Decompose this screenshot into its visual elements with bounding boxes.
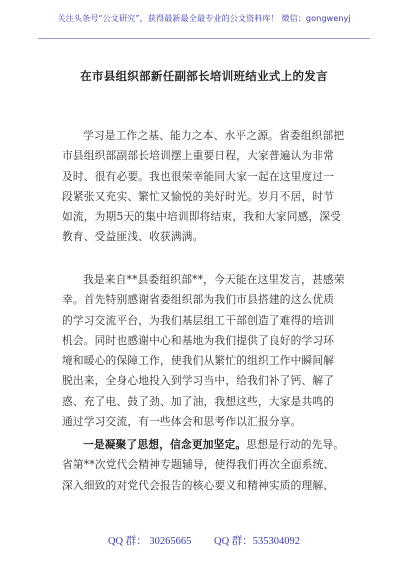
paragraph-1 <box>62 126 350 248</box>
paragraph-line: 段紧张又充实、繁忙又愉悦的美好时光。岁月不居，时节 <box>62 189 335 203</box>
document-title: 在市县组织部新任副部长培训班结业式上的发言 <box>80 69 328 83</box>
paragraph-lead: 一是凝聚了思想，信念更加坚定。 <box>83 438 247 451</box>
paragraph-line: 脱出来，全身心地投入到学习当中，给我们补了钙、解了 <box>62 374 335 388</box>
paragraph-3 <box>62 435 350 496</box>
paragraph-line: 如流，为期5天的集中培训即将结束，我和大家同感，深受 <box>62 210 342 224</box>
paragraph-line: 通过学习交流，有一些体会和思考作以汇报分享。 <box>62 415 302 429</box>
paragraph-line: 深入细致的对党代会报告的核心要义和精神实质的理解、 <box>62 478 335 492</box>
paragraph-line: 的学习交流平台，为我们基层组工干部创造了难得的培训 <box>62 313 335 327</box>
paragraph-line: 机会。同时也感谢中心和基地为我们提供了良好的学习环 <box>62 333 335 347</box>
header-notice: 关注头条号“公文研究”，获得最新最全最专业的公文资料库！ 微信：gongwenyj <box>57 13 351 23</box>
paragraph-line: 教育、受益匪浅、收获满满。 <box>62 230 204 244</box>
paragraph-lead-rest: 思想是行动的先导。 <box>246 438 345 451</box>
paragraph-line: 学习是工作之基、能力之本、水平之源。省委组织部把 <box>83 129 345 142</box>
paragraph-line: 境和暖心的保障工作，使我们从繁忙的组织工作中瞬间解 <box>62 354 335 368</box>
footer-qq-group-1: QQ 群： 30265665 <box>107 536 192 547</box>
paragraph-line: 市县组织部副部长培训摆上重要日程，大家普遍认为非常 <box>62 149 335 163</box>
paragraph-line: 惑、充了电、鼓了劲、加了油，我想这些，大家是共鸣的 <box>62 394 335 408</box>
footer-contacts <box>0 533 408 548</box>
paragraph-line: 幸。首先特别感谢省委组织部为我们市县搭建的这么优质 <box>62 293 335 307</box>
header-banner <box>0 0 408 42</box>
paragraph-line: 我是来自**县委组织部**，今天能在这里发言，甚感荣 <box>83 273 345 286</box>
header-divider <box>38 38 370 39</box>
paragraph-line <box>62 435 350 455</box>
paragraph-line: 省第**次党代会精神专题辅导，使得我们再次全面系统、 <box>62 458 335 472</box>
paragraph-line: 及时、很有必要。我也很荣幸能同大家一起在这里度过一 <box>62 169 335 183</box>
footer-qq-group-2: QQ 群：535304092 <box>214 536 301 547</box>
paragraph-2 <box>62 270 350 432</box>
